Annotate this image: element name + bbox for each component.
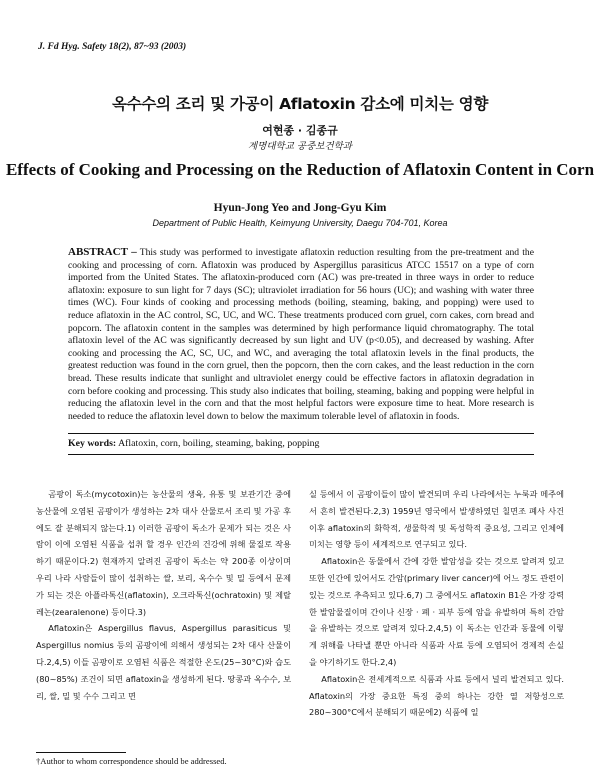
keywords-divider-bottom: [68, 454, 534, 455]
body-paragraph: Aflatoxin은 Aspergillus flavus, Aspergillus parasiticus 및 Aspergillus nomius 등의 곰팡이에 의해서 생성되는 2차 대사 산물이다.2,4,5) 이들 곰팡이로 오염된 식품은 적절한 온도(25~30°C)와 습도(80~85%) 조건이 되면 aflatoxin을 생성하게 된다. 땅콩과 옥수수, 보리, 쌀, 밀 및 수수 그리고 면: [36, 623, 291, 701]
body-paragraph: Aflatoxin은 동물에서 간에 강한 발암성을 갖는 것으로 알려져 있고 또한 인간에 있어서도 간암(primary liver cancer)에 어느 정도 관련이 있는 것으로 추측되고 있다.6,7) 그 중에서도 aflatoxin B1은 가장 강력한 발암물질이며 간이나 신장 · 폐 · 피부 등에 암을 유발하며 특히 간암을 유발하는 것으로 알려져 있다.2,4,5) 이 독소는 인간과 동물에 이렇게 위해를 나타낼 뿐만 아니라 식품과 사료 등에 오염되어 경제적 손실을 야기하기도 한다.2,4): [309, 556, 564, 667]
keywords-text: Aflatoxin, corn, boiling, steaming, baking, popping: [118, 438, 320, 449]
footnote-rule: [36, 752, 126, 753]
abstract-divider-top: [68, 433, 534, 434]
english-affiliation: Department of Public Health, Keimyung University, Daegu 704-701, Korea: [152, 218, 448, 228]
body-column-right: [309, 486, 564, 721]
journal-citation: J. Fd Hyg. Safety 18(2), 87~93 (2003): [38, 42, 187, 52]
abstract: [68, 246, 534, 423]
english-title: Effects of Cooking and Processing on the Reduction of Aflatoxin Content in Corn: [5, 160, 595, 179]
body-paragraph: 실 등에서 이 곰팡이들이 많이 발견되며 우리 나라에서는 누룩과 메주에서 흔히 발견된다.2,3) 1959년 영국에서 발생하였던 칠면조 폐사 사건 이후 aflatoxin의 화학적, 생물학적 및 독성학적 중요성, 그리고 인체에 미치는 영향 등이 세계적으로 연구되고 있다.: [309, 489, 564, 550]
korean-title: 옥수수의 조리 및 가공이 Aflatoxin 감소에 미치는 영향: [111, 95, 488, 113]
keywords: [68, 438, 534, 449]
korean-affiliation: 계명대학교 공중보건학과: [248, 141, 352, 152]
body-paragraph: Aflatoxin은 전세계적으로 식품과 사료 등에서 널리 발견되고 있다. Aflatoxin의 가장 중요한 특징 중의 하나는 강한 열 저항성으로 280~300°C에서 분해되기 때문에2) 식품에 일: [309, 673, 564, 718]
footnote: †Author to whom correspondence should be addressed.: [36, 756, 227, 766]
korean-authors: 여현종 · 김종규: [262, 124, 338, 137]
keywords-label: Key words:: [68, 438, 117, 449]
abstract-text: This study was performed to investigate aflatoxin reduction resulting from the pre-treatment and the cooking and processing of corn. Aflatoxin was produced by Aspergillus parasiticus ATCC 15517 on a type of corn imported from the United States. The aflatoxin-produced corn (AC) was pre-treated in three ways in order to reduce aflatoxin: exposure to sun light for 7 days (SC); ultraviolet irradiation for 56 hours (UC); and washing with water three times (WC). Four kinds of cooking and processing methods (boiling, steaming, baking, and popping) were used to reduce aflatoxin in the AC control, SC, UC, and WC. These treatments produced corn gruel, corn cakes, corn bread and popcorn. The aflatoxin content in the samples was determined by high performance liquid chromatography. The total aflatoxin level of the AC was significantly decreased by sun light and UV (p<0.05), and decreased by washing. After cooking and processing the AC, SC, UC, and WC, and averaging the total aflatoxin levels in the final products, the greatest reduction was found in the corn gruel, then the popcorn, then the corn cakes, and the least reduction in the corn bread. These results indicate that sunlight and ultraviolet energy could be effective factors in aflatoxin degradation in corn before cooking and processing. This study also indicates that boiling, steaming, baking and popping were helpful in reducing the aflatoxin level in the corn and that the most helpful factors were exposure time to heat. More research is needed to reduce the aflatoxin level down to below the maximum tolerable level of aflatoxin in foods.: [68, 247, 534, 422]
english-authors: Hyun-Jong Yeo and Jong-Gyu Kim: [213, 202, 387, 214]
abstract-label: ABSTRACT –: [68, 246, 137, 258]
body-paragraph: 곰팡이 독소(mycotoxin)는 농산물의 생육, 유통 및 보관기간 중에 농산물에 오염된 곰팡이가 생성하는 2차 대사 산물로서 조리 및 가공 후에도 잘 분해되지 않는다.1) 이러한 곰팡이 독소가 문제가 되는 것은 사람이 이에 오염된 식품을 섭취 할 경우 인간의 건강에 위해 물질로 작용하기 때문이다.2) 현재까지 알려진 곰팡이 독소는 약 200종 이상이며 우리 나라 사람들이 많이 섭취하는 쌀, 보리, 옥수수 및 밀 등에서 문제가 되는 것은 아플라톡신(aflatoxin), 오크라톡신(ochratoxin) 및 제랄레논(zearalenone) 등이다.3): [36, 489, 291, 617]
body-column-left: [36, 486, 291, 704]
